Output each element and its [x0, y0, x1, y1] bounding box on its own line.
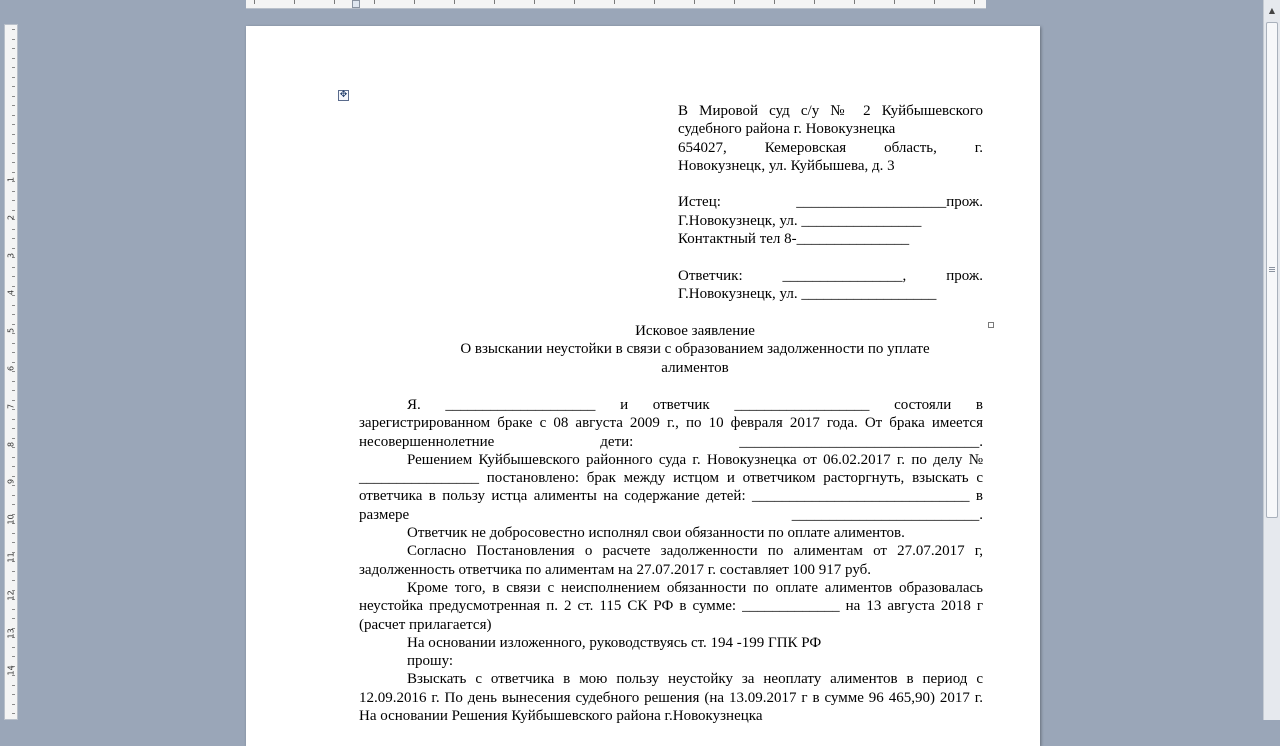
document-body	[359, 396, 983, 725]
ruler-number: 5	[6, 328, 16, 334]
defendant-street-line: Г.Новокузнецк, ул. __________________	[678, 285, 937, 302]
body-paragraph: Я. ____________________ и ответчик __________________ состояли в зарегистрированном браке с 08 августа 2009 г., по 10 февраля 2017 года. От брака имеется несовершеннолетние дети: ________________________________.	[359, 397, 983, 450]
grip-icon	[1269, 267, 1275, 273]
ruler-tick	[12, 609, 15, 610]
ruler-tick	[12, 191, 15, 192]
ruler-tick	[12, 618, 15, 619]
plaintiff-street-line: Г.Новокузнецк, ул. ________________	[678, 212, 922, 229]
ruler-tick	[12, 248, 15, 249]
ruler-number: 6	[6, 365, 16, 372]
ruler-tick	[12, 172, 15, 173]
ruler-tick	[12, 324, 15, 325]
ruler-tick	[12, 276, 15, 277]
ruler-tick	[12, 229, 15, 230]
ruler-tick	[12, 419, 15, 420]
ruler-tick	[12, 533, 15, 534]
vertical-ruler[interactable]	[4, 24, 18, 720]
ruler-tick	[12, 96, 15, 97]
body-paragraph: Взыскать с ответчика в мою пользу неустойку за неоплату алиментов в период с 12.09.2016 г. По день вынесения судебного решения (на 13.09.2017 г в сумме 96 465,90) 2017 г. На основании Решения Куйбышевского района г.Новокузнецка	[359, 671, 983, 725]
addressee-block	[678, 102, 983, 303]
ruler-tick	[12, 162, 15, 163]
ruler-number: 10	[6, 514, 16, 525]
ruler-tick	[12, 713, 15, 714]
ruler-tick	[12, 305, 15, 306]
address-line: 654027, Кемеровская область, г.	[678, 139, 983, 156]
ruler-tick	[12, 238, 15, 239]
ruler-number: 8	[6, 441, 16, 447]
ruler-tick	[12, 77, 15, 78]
ruler-tick	[12, 466, 15, 467]
body-paragraph: прошу:	[407, 653, 454, 670]
ruler-tick	[12, 685, 15, 686]
address-line: судебного района г. Новокузнецка	[678, 121, 896, 138]
scrollbar-thumb[interactable]	[1266, 22, 1278, 518]
ruler-tick	[12, 48, 15, 49]
ruler-tick	[12, 352, 15, 353]
ruler-tick	[12, 390, 15, 391]
ruler-tick	[12, 704, 15, 705]
document-subtitle: О взыскании неустойки в связи с образованием задолженности по уплате алиментов	[460, 341, 930, 376]
ruler-number: 13	[6, 627, 16, 639]
ruler-tick	[12, 86, 15, 87]
ruler-number: 7	[6, 403, 16, 409]
document-page[interactable]	[246, 26, 1040, 746]
blank-line	[678, 175, 983, 193]
ruler-tick	[12, 457, 15, 458]
ruler-number: 4	[6, 290, 16, 296]
ruler-tick	[12, 115, 15, 116]
ruler-tick	[12, 29, 15, 30]
ruler-tick	[12, 647, 15, 648]
ruler-tick	[12, 571, 15, 572]
ruler-tick	[12, 495, 15, 496]
body-paragraph: Решением Куйбышевского районного суда г. Новокузнецка от 06.02.2017 г. по делу № ________________ постановлено: брак между истцом и ответчиком расторгнуть, взыскать с ответчика в пользу истца алименты на содержание детей: _____________________________ в размере _________________________.	[359, 451, 983, 523]
ruler-tick	[12, 362, 15, 363]
ruler-tick	[12, 286, 15, 287]
body-paragraph: Ответчик не добросовестно исполнял свои обязанности по оплате алиментов.	[407, 525, 905, 542]
scroll-up-arrow-icon[interactable]: ▲	[1268, 6, 1276, 15]
ruler-tick	[12, 381, 15, 382]
ruler-tick	[12, 694, 15, 695]
ruler-tick	[12, 58, 15, 59]
ruler-tick	[12, 400, 15, 401]
document-heading	[426, 322, 964, 377]
ruler-tick	[12, 438, 15, 439]
ruler-tick	[12, 67, 15, 68]
move-handle-icon[interactable]: ✥	[339, 90, 348, 100]
ruler-tick	[12, 143, 15, 144]
ruler-number: 12	[6, 590, 16, 601]
ruler-number: 1	[6, 176, 16, 183]
ruler-number: 9	[6, 479, 16, 485]
blank-line	[678, 248, 983, 266]
body-paragraph: Кроме того, в связи с неисполнением обязанности по оплате алиментов образовалась неустойка предусмотренная п. 2 ст. 115 СК РФ в сумме: _____________ на 13 августа 2018 г (расчет прилагается)	[359, 579, 983, 633]
ruler-tick	[12, 39, 15, 40]
ruler-tick	[12, 314, 15, 315]
ruler-tick	[12, 200, 15, 201]
ruler-tick	[12, 504, 15, 505]
ruler-tick	[12, 428, 15, 429]
vertical-scrollbar[interactable]	[1263, 0, 1280, 720]
plaintiff-line: Истец: ____________________прож.	[678, 194, 983, 211]
resize-handle[interactable]	[988, 322, 994, 328]
body-paragraph: Согласно Постановления о расчете задолженности по алиментам от 27.07.2017 г, задолженность ответчика по алиментам на 27.07.2017 г. составляет 100 917 руб.	[359, 543, 983, 578]
ruler-tick	[12, 134, 15, 135]
defendant-line: Ответчик: ________________, прож.	[678, 267, 983, 284]
body-paragraph: На основании изложенного, руководствуясь ст. 194 -199 ГПК РФ	[407, 634, 822, 651]
address-line: Новокузнецк, ул. Куйбышева, д. 3	[678, 157, 895, 174]
contact-phone-line: Контактный тел 8-_______________	[678, 231, 910, 248]
ruler-tick	[12, 267, 15, 268]
indent-marker[interactable]	[352, 0, 360, 8]
ruler-number: 3	[6, 252, 16, 258]
ruler-tick	[12, 580, 15, 581]
ruler-tick	[12, 105, 15, 106]
ruler-number: 2	[6, 214, 16, 220]
ruler-tick	[12, 656, 15, 657]
ruler-number: 11	[6, 552, 16, 563]
ruler-tick	[12, 210, 15, 211]
document-title: Исковое заявление	[635, 323, 755, 339]
ruler-number: 14	[6, 665, 16, 676]
address-line: В Мировой суд с/у № 2 Куйбышевского	[678, 103, 983, 119]
ruler-tick	[12, 542, 15, 543]
ruler-tick	[12, 124, 15, 125]
ruler-tick	[12, 343, 15, 344]
ruler-tick	[12, 153, 15, 154]
